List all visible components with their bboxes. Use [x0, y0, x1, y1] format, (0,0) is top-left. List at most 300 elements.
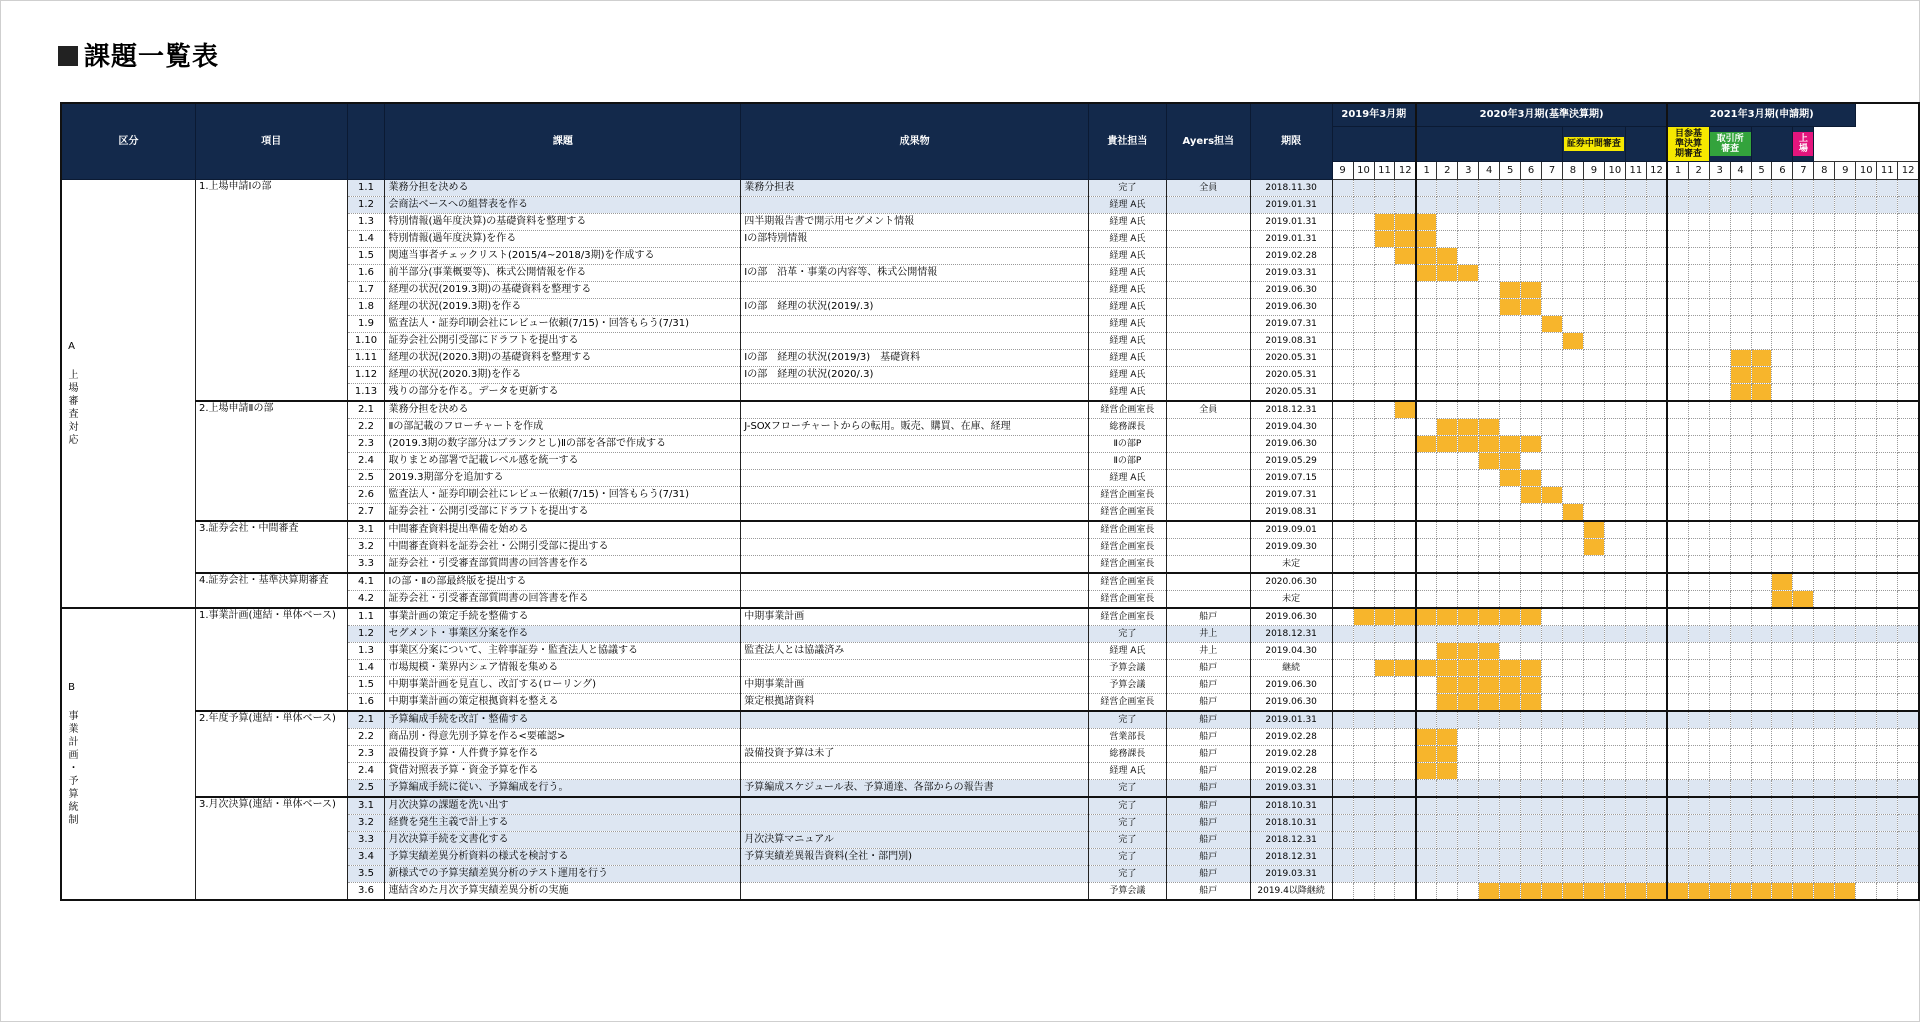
header-ayers-owner: Ayers担当	[1166, 103, 1250, 180]
gantt-cell	[1395, 677, 1416, 694]
gantt-cell	[1374, 539, 1395, 556]
gantt-cell	[1709, 849, 1730, 866]
gantt-cell	[1500, 832, 1521, 849]
month-header: 11	[1374, 162, 1395, 180]
gantt-cell	[1374, 746, 1395, 763]
task-deliverable	[741, 539, 1089, 556]
gantt-cell	[1583, 401, 1604, 419]
gantt-cell	[1353, 711, 1374, 729]
task-issue: 経費を発生主義で計上する	[385, 815, 741, 832]
gantt-bar-cell	[1500, 436, 1521, 453]
gantt-bar-cell	[1437, 746, 1458, 763]
gantt-cell	[1542, 591, 1563, 609]
task-deliverable: 四半期報告書で開示用セグメント情報	[741, 214, 1089, 231]
gantt-cell	[1730, 248, 1751, 265]
gantt-cell	[1856, 504, 1877, 522]
gantt-cell	[1667, 832, 1688, 849]
gantt-cell	[1583, 660, 1604, 677]
task-issue: 月次決算の課題を洗い出す	[385, 797, 741, 815]
task-number: 1.3	[347, 214, 385, 231]
gantt-bar-cell	[1395, 214, 1416, 231]
gantt-cell	[1395, 746, 1416, 763]
gantt-cell	[1814, 711, 1835, 729]
gantt-cell	[1458, 797, 1479, 815]
gantt-cell	[1583, 608, 1604, 626]
gantt-bar-cell	[1437, 677, 1458, 694]
gantt-cell	[1751, 573, 1772, 591]
task-deadline: 2019.04.30	[1250, 643, 1332, 660]
gantt-cell	[1458, 521, 1479, 539]
gantt-cell	[1437, 214, 1458, 231]
gantt-cell	[1374, 453, 1395, 470]
gantt-cell	[1730, 504, 1751, 522]
gantt-cell	[1688, 539, 1709, 556]
gantt-cell	[1604, 180, 1625, 197]
task-deadline: 2018.12.31	[1250, 401, 1332, 419]
task-number: 1.2	[347, 626, 385, 643]
gantt-cell	[1625, 573, 1646, 591]
gantt-bar-cell	[1835, 883, 1856, 901]
gantt-bar-cell	[1583, 539, 1604, 556]
gantt-cell	[1332, 832, 1353, 849]
gantt-cell	[1563, 487, 1584, 504]
period-stage-cell	[1751, 127, 1793, 162]
gantt-cell	[1856, 316, 1877, 333]
task-company-owner: 完了	[1088, 180, 1166, 197]
gantt-bar-cell	[1563, 883, 1584, 901]
task-ayers-owner: 船戸	[1166, 866, 1250, 883]
gantt-cell	[1667, 384, 1688, 402]
task-deadline: 2019.05.29	[1250, 453, 1332, 470]
gantt-cell	[1877, 180, 1898, 197]
gantt-bar-cell	[1479, 677, 1500, 694]
gantt-cell	[1814, 608, 1835, 626]
gantt-cell	[1688, 299, 1709, 316]
gantt-cell	[1437, 832, 1458, 849]
gantt-bar-cell	[1437, 265, 1458, 282]
gantt-cell	[1898, 832, 1919, 849]
gantt-cell	[1667, 729, 1688, 746]
task-company-owner: 経営企画室長	[1088, 694, 1166, 712]
gantt-cell	[1479, 591, 1500, 609]
gantt-bar-cell	[1521, 282, 1542, 299]
gantt-cell	[1458, 746, 1479, 763]
gantt-cell	[1542, 453, 1563, 470]
gantt-cell	[1835, 521, 1856, 539]
period-stage-label: 取引所審査	[1710, 132, 1751, 156]
gantt-cell	[1583, 367, 1604, 384]
task-deliverable	[741, 470, 1089, 487]
period-stage-cell	[1332, 127, 1416, 162]
task-number: 2.5	[347, 780, 385, 798]
gantt-cell	[1542, 419, 1563, 436]
gantt-cell	[1374, 197, 1395, 214]
kubun-label: B 事業計画・予算統制	[66, 681, 77, 827]
gantt-cell	[1709, 436, 1730, 453]
gantt-cell	[1772, 711, 1793, 729]
gantt-cell	[1583, 436, 1604, 453]
gantt-cell	[1521, 265, 1542, 282]
gantt-cell	[1688, 316, 1709, 333]
month-header: 4	[1479, 162, 1500, 180]
gantt-cell	[1500, 487, 1521, 504]
gantt-cell	[1625, 401, 1646, 419]
gantt-cell	[1625, 231, 1646, 248]
gantt-cell	[1793, 299, 1814, 316]
gantt-cell	[1898, 231, 1919, 248]
gantt-cell	[1856, 265, 1877, 282]
gantt-cell	[1793, 849, 1814, 866]
task-ayers-owner	[1166, 521, 1250, 539]
gantt-bar-cell	[1416, 729, 1437, 746]
task-deliverable	[741, 453, 1089, 470]
task-deadline: 2019.06.30	[1250, 299, 1332, 316]
task-company-owner: 経理 A氏	[1088, 282, 1166, 299]
gantt-cell	[1395, 815, 1416, 832]
task-deadline: 2019.09.01	[1250, 521, 1332, 539]
gantt-cell	[1416, 282, 1437, 299]
task-company-owner: 経理 A氏	[1088, 333, 1166, 350]
gantt-cell	[1730, 282, 1751, 299]
gantt-cell	[1500, 763, 1521, 780]
gantt-cell	[1814, 436, 1835, 453]
gantt-cell	[1416, 591, 1437, 609]
gantt-cell	[1835, 504, 1856, 522]
gantt-bar-cell	[1479, 883, 1500, 901]
gantt-cell	[1793, 521, 1814, 539]
gantt-cell	[1416, 521, 1437, 539]
task-number: 1.4	[347, 231, 385, 248]
gantt-cell	[1646, 660, 1667, 677]
gantt-cell	[1542, 231, 1563, 248]
gantt-cell	[1416, 694, 1437, 712]
gantt-cell	[1772, 608, 1793, 626]
gantt-cell	[1772, 350, 1793, 367]
gantt-cell	[1437, 180, 1458, 197]
gantt-cell	[1730, 643, 1751, 660]
gantt-bar-cell	[1709, 883, 1730, 901]
gantt-cell	[1709, 660, 1730, 677]
gantt-cell	[1479, 214, 1500, 231]
gantt-cell	[1625, 866, 1646, 883]
gantt-cell	[1374, 282, 1395, 299]
task-ayers-owner	[1166, 231, 1250, 248]
gantt-cell	[1667, 487, 1688, 504]
gantt-cell	[1877, 866, 1898, 883]
task-deadline: 2020.05.31	[1250, 367, 1332, 384]
task-company-owner: 予算会議	[1088, 883, 1166, 901]
task-issue: 貸借対照表予算・資金予算を作る	[385, 763, 741, 780]
gantt-cell	[1604, 539, 1625, 556]
task-deliverable	[741, 487, 1089, 504]
gantt-cell	[1500, 367, 1521, 384]
gantt-cell	[1625, 608, 1646, 626]
gantt-cell	[1521, 746, 1542, 763]
gantt-cell	[1835, 539, 1856, 556]
gantt-cell	[1709, 214, 1730, 231]
gantt-bar-cell	[1730, 384, 1751, 402]
task-issue: 新様式での予算実績差異分析のテスト運用を行う	[385, 866, 741, 883]
task-deliverable	[741, 333, 1089, 350]
month-header: 11	[1877, 162, 1898, 180]
gantt-cell	[1646, 350, 1667, 367]
gantt-cell	[1395, 521, 1416, 539]
task-ayers-owner	[1166, 248, 1250, 265]
gantt-cell	[1353, 832, 1374, 849]
gantt-cell	[1730, 797, 1751, 815]
gantt-cell	[1542, 436, 1563, 453]
task-number: 2.7	[347, 504, 385, 522]
gantt-cell	[1542, 711, 1563, 729]
gantt-cell	[1374, 248, 1395, 265]
item-cell: 2.上場申請Ⅱの部	[196, 401, 348, 521]
gantt-cell	[1730, 401, 1751, 419]
gantt-bar-cell	[1416, 660, 1437, 677]
gantt-cell	[1353, 883, 1374, 901]
task-ayers-owner: 船戸	[1166, 815, 1250, 832]
gantt-cell	[1730, 608, 1751, 626]
gantt-cell	[1751, 660, 1772, 677]
gantt-cell	[1458, 350, 1479, 367]
gantt-cell	[1667, 711, 1688, 729]
gantt-cell	[1416, 401, 1437, 419]
gantt-cell	[1332, 401, 1353, 419]
gantt-cell	[1395, 180, 1416, 197]
gantt-cell	[1458, 556, 1479, 574]
gantt-cell	[1814, 729, 1835, 746]
task-ayers-owner: 船戸	[1166, 660, 1250, 677]
gantt-cell	[1374, 265, 1395, 282]
gantt-cell	[1835, 367, 1856, 384]
gantt-cell	[1814, 367, 1835, 384]
task-ayers-owner	[1166, 470, 1250, 487]
gantt-cell	[1730, 746, 1751, 763]
gantt-cell	[1856, 282, 1877, 299]
gantt-cell	[1563, 299, 1584, 316]
gantt-cell	[1877, 797, 1898, 815]
gantt-cell	[1835, 626, 1856, 643]
gantt-cell	[1395, 763, 1416, 780]
gantt-cell	[1604, 608, 1625, 626]
gantt-cell	[1898, 573, 1919, 591]
gantt-cell	[1646, 746, 1667, 763]
gantt-cell	[1500, 180, 1521, 197]
gantt-cell	[1563, 694, 1584, 712]
gantt-cell	[1835, 815, 1856, 832]
gantt-bar-cell	[1542, 883, 1563, 901]
gantt-cell	[1709, 797, 1730, 815]
gantt-cell	[1458, 248, 1479, 265]
gantt-cell	[1353, 265, 1374, 282]
gantt-cell	[1542, 248, 1563, 265]
gantt-cell	[1563, 660, 1584, 677]
gantt-cell	[1751, 729, 1772, 746]
gantt-cell	[1751, 556, 1772, 574]
gantt-cell	[1416, 384, 1437, 402]
gantt-cell	[1374, 677, 1395, 694]
gantt-cell	[1479, 367, 1500, 384]
gantt-cell	[1793, 214, 1814, 231]
gantt-cell	[1353, 626, 1374, 643]
gantt-cell	[1521, 248, 1542, 265]
gantt-cell	[1814, 626, 1835, 643]
gantt-cell	[1772, 384, 1793, 402]
task-company-owner: 経理 A氏	[1088, 470, 1166, 487]
gantt-cell	[1856, 197, 1877, 214]
gantt-cell	[1814, 231, 1835, 248]
gantt-cell	[1437, 487, 1458, 504]
task-deadline: 2019.06.30	[1250, 677, 1332, 694]
gantt-cell	[1374, 316, 1395, 333]
task-deliverable: 設備投資予算は未了	[741, 746, 1089, 763]
task-deliverable	[741, 711, 1089, 729]
gantt-cell	[1835, 419, 1856, 436]
gantt-cell	[1416, 797, 1437, 815]
gantt-cell	[1688, 866, 1709, 883]
task-issue: (2019.3期の数字部分はブランクとし)Ⅱの部を各部で作成する	[385, 436, 741, 453]
task-issue: 中間審査資料を証券会社・公開引受部に提出する	[385, 539, 741, 556]
gantt-bar-cell	[1437, 436, 1458, 453]
task-number: 1.6	[347, 694, 385, 712]
task-ayers-owner	[1166, 333, 1250, 350]
gantt-cell	[1395, 487, 1416, 504]
gantt-cell	[1877, 832, 1898, 849]
gantt-cell	[1709, 350, 1730, 367]
kubun-label: A 上場審査対応	[66, 340, 77, 447]
gantt-cell	[1395, 849, 1416, 866]
gantt-cell	[1395, 573, 1416, 591]
gantt-cell	[1856, 694, 1877, 712]
gantt-cell	[1625, 333, 1646, 350]
gantt-cell	[1751, 677, 1772, 694]
task-ayers-owner: 船戸	[1166, 797, 1250, 815]
gantt-cell	[1332, 384, 1353, 402]
gantt-cell	[1563, 797, 1584, 815]
gantt-cell	[1542, 470, 1563, 487]
gantt-cell	[1395, 797, 1416, 815]
gantt-cell	[1542, 573, 1563, 591]
task-ayers-owner: 船戸	[1166, 694, 1250, 712]
gantt-cell	[1458, 504, 1479, 522]
gantt-cell	[1332, 556, 1353, 574]
task-issue: 前半部分(事業概要等)、株式公開情報を作る	[385, 265, 741, 282]
gantt-cell	[1563, 401, 1584, 419]
task-deliverable	[741, 815, 1089, 832]
gantt-cell	[1395, 591, 1416, 609]
gantt-cell	[1458, 282, 1479, 299]
gantt-cell	[1835, 265, 1856, 282]
gantt-cell	[1709, 866, 1730, 883]
gantt-cell	[1709, 677, 1730, 694]
gantt-cell	[1646, 729, 1667, 746]
gantt-cell	[1877, 539, 1898, 556]
gantt-cell	[1353, 591, 1374, 609]
gantt-cell	[1709, 419, 1730, 436]
gantt-cell	[1437, 333, 1458, 350]
gantt-cell	[1353, 539, 1374, 556]
gantt-cell	[1688, 282, 1709, 299]
gantt-cell	[1374, 350, 1395, 367]
gantt-cell	[1856, 248, 1877, 265]
gantt-cell	[1458, 591, 1479, 609]
task-company-owner: 経理 A氏	[1088, 231, 1166, 248]
gantt-cell	[1898, 180, 1919, 197]
header-deliverable: 成果物	[741, 103, 1089, 180]
gantt-cell	[1667, 694, 1688, 712]
gantt-cell	[1646, 573, 1667, 591]
gantt-cell	[1730, 815, 1751, 832]
gantt-cell	[1814, 350, 1835, 367]
gantt-cell	[1500, 815, 1521, 832]
gantt-cell	[1437, 453, 1458, 470]
gantt-cell	[1772, 797, 1793, 815]
task-deliverable: Ⅰの部 経理の状況(2020/.3)	[741, 367, 1089, 384]
task-deliverable	[741, 866, 1089, 883]
task-number: 1.13	[347, 384, 385, 402]
gantt-cell	[1437, 384, 1458, 402]
gantt-cell	[1625, 815, 1646, 832]
gantt-bar-cell	[1458, 436, 1479, 453]
gantt-cell	[1730, 677, 1751, 694]
gantt-cell	[1646, 248, 1667, 265]
gantt-cell	[1646, 539, 1667, 556]
gantt-cell	[1772, 231, 1793, 248]
task-company-owner: 経理 A氏	[1088, 248, 1166, 265]
gantt-cell	[1856, 660, 1877, 677]
gantt-cell	[1395, 453, 1416, 470]
task-deadline: 2019.01.31	[1250, 231, 1332, 248]
gantt-cell	[1583, 866, 1604, 883]
gantt-cell	[1542, 180, 1563, 197]
gantt-cell	[1521, 866, 1542, 883]
gantt-cell	[1814, 470, 1835, 487]
gantt-cell	[1856, 333, 1877, 350]
gantt-cell	[1646, 470, 1667, 487]
gantt-cell	[1877, 711, 1898, 729]
gantt-cell	[1332, 608, 1353, 626]
gantt-cell	[1877, 763, 1898, 780]
task-company-owner: 総務課長	[1088, 746, 1166, 763]
gantt-cell	[1437, 780, 1458, 798]
gantt-cell	[1667, 815, 1688, 832]
task-company-owner: 予算会議	[1088, 660, 1166, 677]
task-company-owner: 経理 A氏	[1088, 367, 1166, 384]
gantt-cell	[1625, 299, 1646, 316]
month-header: 3	[1458, 162, 1479, 180]
task-company-owner: 完了	[1088, 711, 1166, 729]
gantt-cell	[1646, 214, 1667, 231]
gantt-cell	[1898, 487, 1919, 504]
gantt-cell	[1437, 299, 1458, 316]
gantt-cell	[1835, 711, 1856, 729]
gantt-cell	[1646, 453, 1667, 470]
gantt-cell	[1395, 711, 1416, 729]
gantt-cell	[1458, 180, 1479, 197]
gantt-cell	[1500, 214, 1521, 231]
gantt-cell	[1604, 849, 1625, 866]
gantt-cell	[1583, 626, 1604, 643]
gantt-cell	[1835, 729, 1856, 746]
gantt-cell	[1542, 729, 1563, 746]
gantt-cell	[1688, 504, 1709, 522]
gantt-cell	[1646, 763, 1667, 780]
gantt-cell	[1332, 711, 1353, 729]
gantt-cell	[1835, 316, 1856, 333]
task-deadline: 2020.06.30	[1250, 573, 1332, 591]
gantt-bar-cell	[1479, 643, 1500, 660]
gantt-cell	[1583, 470, 1604, 487]
gantt-cell	[1479, 729, 1500, 746]
